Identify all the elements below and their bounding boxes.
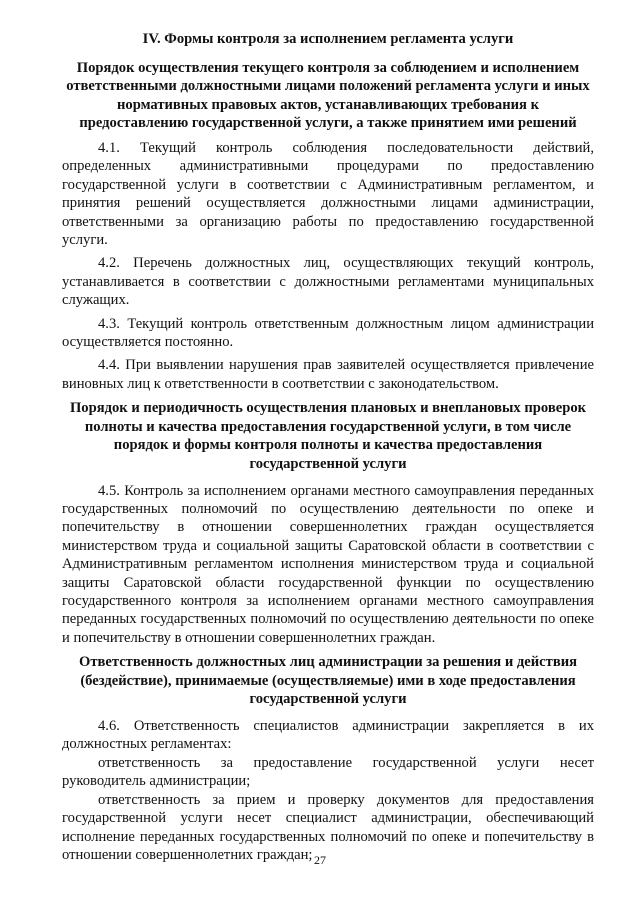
paragraph-4-3: 4.3. Текущий контроль ответственным должностным лицом администрации осуществляется постоянно.: [62, 315, 594, 351]
section-title: IV. Формы контроля за исполнением регламента услуги: [142, 31, 514, 47]
paragraph-responsibility-specialist: ответственность за прием и проверку документов для предоставления государственной услуги несет специалист администрации, обеспечивающий исполнение переданных государственных полномочий по опеке и попечительству в отношении совершеннолетних граждан;: [62, 791, 594, 863]
subsection-heading-responsibility: Ответственность должностных лиц администрации за решения и действия (бездействие), принимаемые (осуществляемые) ими в ходе предоставления государственной услуги: [78, 654, 578, 708]
document-page: [62, 30, 594, 864]
page-number: 27: [314, 853, 326, 867]
subsection-heading-current-control: Порядок осуществления текущего контроля за соблюдением и исполнением ответственными должностными лицами положений регламента услуги и иных нормативных правовых актов, устанавливающих требования к предоставлению государственной услуги, а также принятием ими решений: [66, 59, 590, 132]
paragraph-responsibility-head: ответственность за предоставление государственной услуги несет руководитель администрации;: [62, 754, 594, 790]
paragraph-4-1: 4.1. Текущий контроль соблюдения последовательности действий, определенных административными процедурами по предоставлению государственной услуги в соответствии с Административным регламентом, и принятия решений осуществляется должностными лицами администрации, ответственными за организацию работы по предоставлению государственной услуги.: [62, 139, 594, 248]
subsection-heading-inspections: Порядок и периодичность осуществления плановых и внеплановых проверок полноты и качества предоставления государственной услуги, в том числе порядок и формы контроля полноты и качества предоставления государственной услуги: [69, 400, 587, 473]
paragraph-4-6: 4.6. Ответственность специалистов администрации закрепляется в их должностных регламентах:: [62, 718, 594, 753]
paragraph-4-4: 4.4. При выявлении нарушения прав заявителей осуществляется привлечение виновных лиц к ответственности в соответствии с законодательством.: [62, 357, 594, 392]
paragraph-4-5: 4.5. Контроль за исполнением органами местного самоуправления переданных государственных полномочий по осуществлению деятельности по опеке и попечительству в отношении совершеннолетних граждан осуществляется министерством труда и социальной защиты Саратовской области в соответствии с Административным регламентом исполнения министерством труда и социальной защиты Саратовской области государственной функции по осуществлению государственного контроля за исполнением органами местного самоуправления переданных государственных полномочий по осуществлению деятельности по опеке и попечительству в отношении совершеннолетних граждан.: [62, 482, 594, 646]
paragraph-4-2: 4.2. Перечень должностных лиц, осуществляющих текущий контроль, устанавливается в соответствии с должностными регламентами муниципальных служащих.: [62, 255, 594, 309]
